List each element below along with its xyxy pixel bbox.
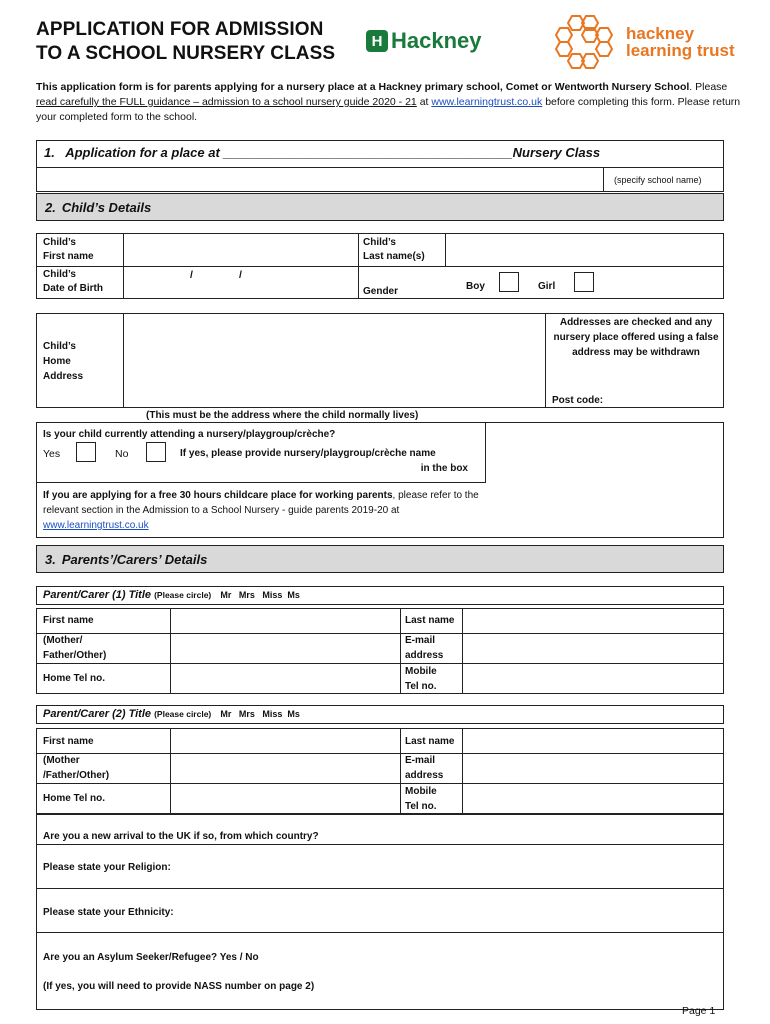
carer1-home-tel-input[interactable] bbox=[171, 664, 400, 693]
boy-checkbox[interactable] bbox=[499, 272, 519, 292]
learning-trust-logo: hackney learning trust bbox=[552, 14, 735, 70]
free30-website-link[interactable]: www.learningtrust.co.uk bbox=[43, 520, 149, 531]
carer2-title-label: Parent/Carer (2) Title (Please circle) Mr Mrs Miss Ms bbox=[43, 708, 300, 720]
carer2-first-name-label: First name bbox=[43, 736, 94, 747]
carer2-mobile-input[interactable] bbox=[463, 784, 723, 813]
carer2-last-name-input[interactable] bbox=[463, 729, 723, 753]
new-arrival-question[interactable]: Are you a new arrival to the UK if so, from which country? bbox=[43, 831, 319, 842]
if-yes-instruction: If yes, please provide nursery/playgroup/crèche name in the box bbox=[180, 448, 468, 474]
carer1-title-options[interactable]: Mr Mrs Miss Ms bbox=[220, 590, 300, 600]
form-title: APPLICATION FOR ADMISSION TO A SCHOOL NURSERY CLASS bbox=[36, 19, 336, 64]
carer1-relation-label: (Mother/ Father/Other) bbox=[43, 635, 107, 661]
carer2-relation-label: (Mother /Father/Other) bbox=[43, 755, 110, 781]
carer1-relation-input[interactable] bbox=[171, 634, 400, 663]
carer1-last-name-label: Last name bbox=[405, 615, 455, 626]
guidance-link[interactable]: read carefully the FULL guidance – admission to a school nursery guide 2020 - 21 bbox=[36, 96, 417, 108]
carer1-last-name-input[interactable] bbox=[463, 609, 723, 633]
ethnicity-question[interactable]: Please state your Ethnicity: bbox=[43, 907, 174, 918]
section3-heading: 3. Parents’/Carers’ Details bbox=[36, 545, 724, 573]
child-dob-input[interactable] bbox=[124, 267, 358, 299]
school-name-input[interactable] bbox=[37, 168, 602, 191]
girl-label: Girl bbox=[538, 281, 556, 292]
child-address-input[interactable] bbox=[124, 314, 545, 407]
hackney-logo: H Hackney bbox=[366, 28, 482, 54]
dob-separator: / bbox=[239, 269, 242, 281]
yes-label: Yes bbox=[43, 448, 61, 460]
carer2-first-name-input[interactable] bbox=[171, 729, 400, 753]
carer1-email-label: E-mail address bbox=[405, 635, 444, 661]
carer2-email-label: E-mail address bbox=[405, 755, 444, 781]
carer2-relation-input[interactable] bbox=[171, 754, 400, 783]
carer1-first-name-label: First name bbox=[43, 615, 94, 626]
gender-label: Gender bbox=[363, 286, 399, 297]
carer1-mobile-label: Mobile Tel no. bbox=[405, 666, 437, 692]
normally-lives-note: (This must be the address where the child normally lives) bbox=[146, 410, 419, 421]
website-link[interactable]: www.learningtrust.co.uk bbox=[431, 96, 543, 108]
postcode-label: Post code: bbox=[552, 395, 604, 406]
girl-checkbox[interactable] bbox=[574, 272, 594, 292]
section1-heading: 1. Application for a place at ________________________________________Nursery Class bbox=[44, 145, 601, 160]
nursery-name-input[interactable] bbox=[486, 423, 723, 537]
attending-question: Is your child currently attending a nursery/playgroup/crèche? bbox=[43, 429, 336, 440]
boy-label: Boy bbox=[466, 281, 485, 292]
carer1-mobile-input[interactable] bbox=[463, 664, 723, 693]
carer2-home-tel-input[interactable] bbox=[171, 784, 400, 813]
child-last-name-input[interactable] bbox=[446, 234, 723, 266]
section2-heading: 2. Child’s Details bbox=[36, 193, 724, 221]
free-30-hours-note: If you are applying for a free 30 hours childcare place for working parents, please refer to the relevant section in the Admission to a School Nursery - guide parents 2019-20 at www.learningtrust.co.uk bbox=[43, 490, 479, 531]
child-address-label: Child’s Home Address bbox=[43, 341, 84, 382]
carer2-mobile-label: Mobile Tel no. bbox=[405, 786, 437, 812]
attending-yes-checkbox[interactable] bbox=[76, 442, 96, 462]
specify-school-label: (specify school name) bbox=[614, 175, 702, 185]
dob-separator: / bbox=[190, 269, 193, 281]
attending-no-checkbox[interactable] bbox=[146, 442, 166, 462]
carer1-first-name-input[interactable] bbox=[171, 609, 400, 633]
honeycomb-icon bbox=[552, 14, 620, 70]
child-last-name-label: Child’s Last name(s) bbox=[363, 237, 425, 262]
page-number: Page 1 bbox=[682, 1005, 716, 1017]
hackney-h-icon: H bbox=[366, 30, 388, 52]
carer1-email-input[interactable] bbox=[463, 634, 723, 663]
nass-note: (If yes, you will need to provide NASS number on page 2) bbox=[43, 981, 315, 992]
intro-text: This application form is for parents applying for a nursery place at a Hackney primary school, Comet or Wentworth Nursery School. Please read carefully the FULL guidance – admission to a school nursery guide 2020 - 21 at www.learningtrust.co.uk before completing this form. Please return your completed form to the school. bbox=[36, 81, 741, 123]
asylum-question[interactable]: Are you an Asylum Seeker/Refugee? Yes / No bbox=[43, 952, 259, 963]
carer2-home-tel-label: Home Tel no. bbox=[43, 793, 106, 804]
carer2-email-input[interactable] bbox=[463, 754, 723, 783]
child-dob-label: Child’s Date of Birth bbox=[43, 269, 103, 294]
carer1-home-tel-label: Home Tel no. bbox=[43, 673, 106, 684]
child-first-name-input[interactable] bbox=[124, 234, 358, 266]
carer2-title-options[interactable]: Mr Mrs Miss Ms bbox=[220, 709, 300, 719]
religion-question[interactable]: Please state your Religion: bbox=[43, 862, 171, 873]
carer1-title-label: Parent/Carer (1) Title (Please circle) Mr Mrs Miss Ms bbox=[43, 589, 300, 601]
child-first-name-label: Child’s First name bbox=[43, 237, 94, 262]
no-label: No bbox=[115, 448, 129, 460]
address-check-note: Addresses are checked and any nursery place offered using a false address may be withdrawn bbox=[553, 317, 719, 358]
carer2-last-name-label: Last name bbox=[405, 736, 455, 747]
